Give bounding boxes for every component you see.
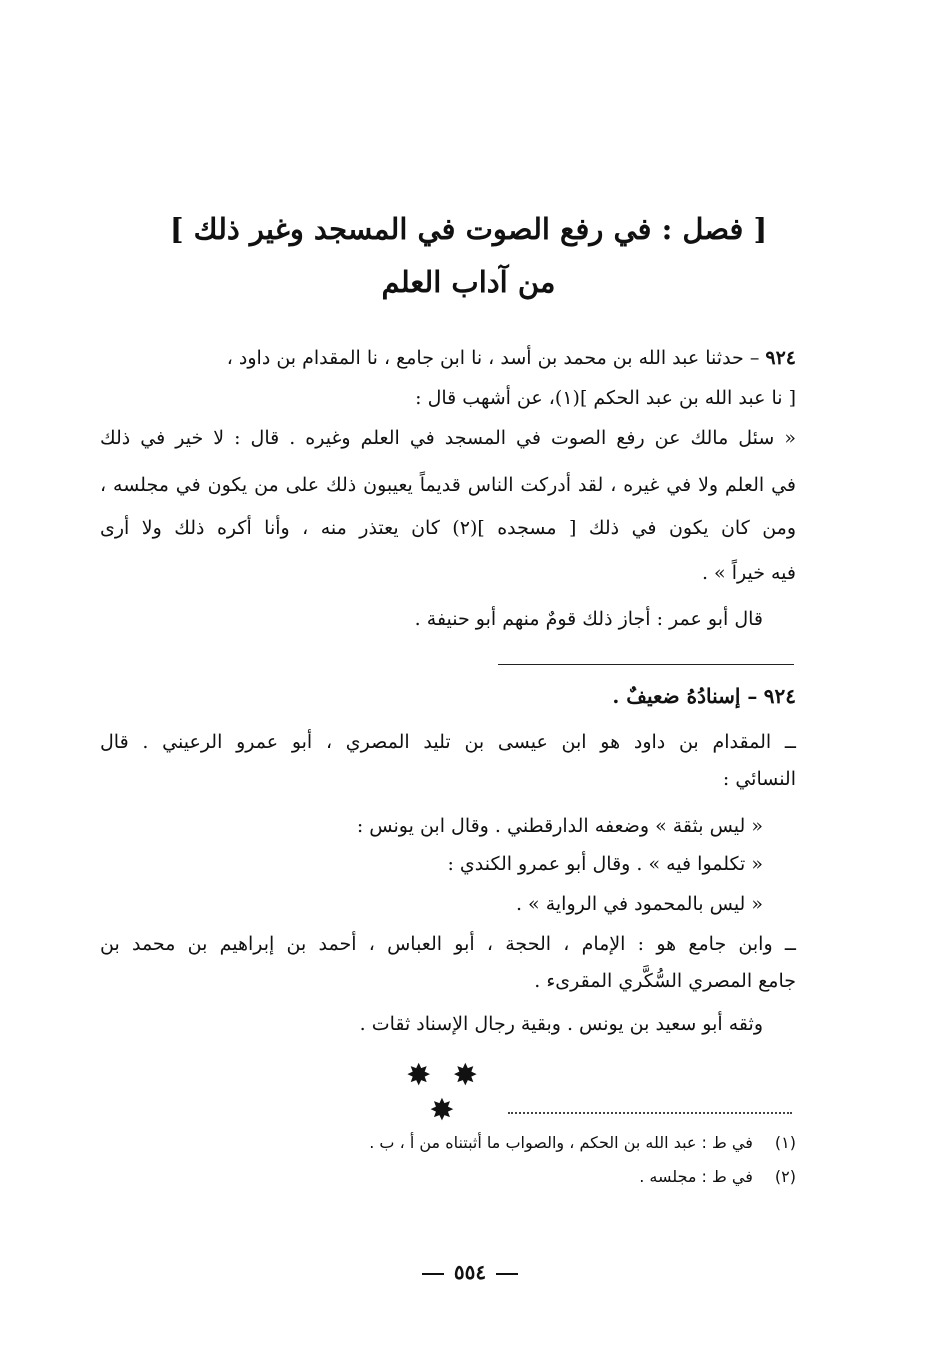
footnote [369,1133,796,1152]
footnote-text: في ط : عبد الله بن الحكم ، والصواب ما أثبتناه من أ ، ب . [369,1133,753,1152]
footnote-marker: (١) [774,1133,796,1152]
commentary-heading [612,684,796,708]
footnote-text: في ط : مجلسه . [639,1167,753,1186]
section-divider [498,664,794,665]
commentary-line: ــ وابن جامع هو : الإمام ، الحجة ، أبو العباس ، أحمد بن إبراهيم بن محمد بن [100,933,796,955]
commentary-title: – إسنادُهُ ضعيفٌ . [612,684,758,708]
hadith-line: [ نا عبد الله بن عبد الحكم ](١)، عن أشهب قال : [415,387,796,409]
separator-stars: ✸ ✸ ✸ [406,1058,484,1128]
hadith-line [227,347,796,369]
page-number-text: ٥٥٤ [453,1260,487,1284]
chapter-heading: [ فصل : في رفع الصوت في المسجد وغير ذلك ] [169,212,768,246]
commentary-line: وثقه أبو سعيد بن يونس . وبقية رجال الإسناد ثقات . [359,1013,763,1035]
hadith-line: ومن كان يكون في ذلك [ مسجده ](٢) كان يعتذر منه ، وأنا أكره ذلك ولا أرى [100,517,797,539]
hadith-text: – حدثنا عبد الله بن محمد بن أسد ، نا ابن جامع ، نا المقدام بن داود ، [226,347,760,369]
page-number-dash [422,1273,444,1275]
chapter-subheading: من آداب العلم [381,265,556,299]
hadith-line: في العلم ولا في غيره ، لقد أدركت الناس قديماً يعيبون ذلك على من يكون في مجلسه ، [100,474,796,496]
commentary-number: ٩٢٤ [763,684,796,708]
commentary-line: « ليس بثقة » وضعفه الدارقطني . وقال ابن يونس : [356,815,763,837]
page-number-dash [496,1273,518,1275]
hadith-number: ٩٢٤ [765,347,796,369]
page-number [400,1260,540,1284]
commentary-line: « تكلموا فيه » . وقال أبو عمرو الكندي : [447,853,763,875]
commentary-line: ــ المقدام بن داود هو ابن عيسى بن تليد المصري ، أبو عمرو الرعيني . قال [100,731,796,753]
footnote-divider [508,1112,792,1114]
commentary-line: النسائي : [722,768,796,790]
commentary-line: جامع المصري السُّكَّري المقرىء . [534,970,796,992]
hadith-line: قال أبو عمر : أجاز ذلك قومٌ منهم أبو حنيفة . [414,608,763,630]
hadith-line: فيه خيراً » . [701,562,796,584]
footnote-marker: (٢) [774,1167,796,1186]
hadith-line: « سئل مالك عن رفع الصوت في المسجد في العلم وغيره . قال : لا خير في ذلك [100,427,796,449]
commentary-line: « ليس بالمحمود في الرواية » . [515,893,763,915]
footnote [639,1167,796,1186]
